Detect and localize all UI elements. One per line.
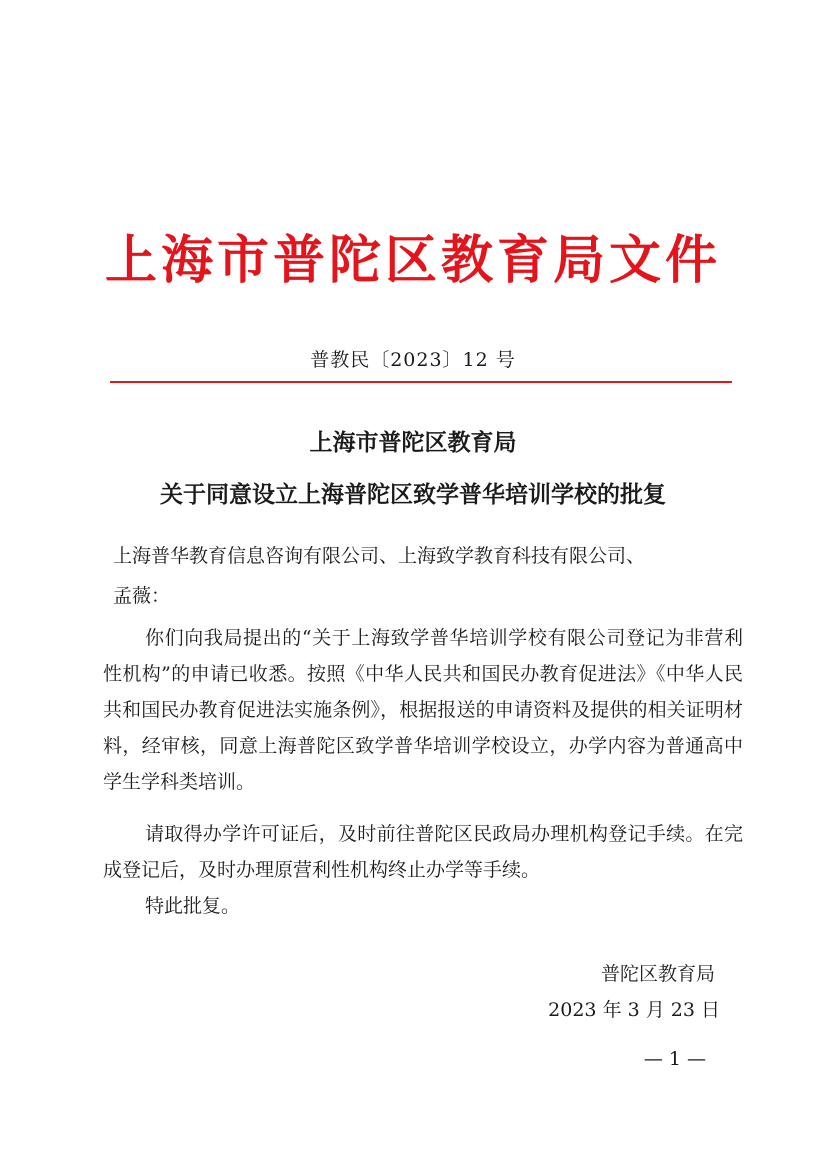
- body-paragraph-2: 请取得办学许可证后，及时前往普陀区民政局办理机构登记手续。在完成登记后，及时办理原营利性机构终止办学等手续。: [103, 823, 743, 881]
- page-number: — 1 —: [643, 1048, 706, 1070]
- document-title-line-2: 关于同意设立上海普陀区致学普华培训学校的批复: [160, 481, 666, 508]
- signature-date: 2023 年 3 月 23 日: [548, 999, 720, 1021]
- header-divider: [110, 381, 732, 383]
- document-header-title: 上海市普陀区教育局文件: [104, 230, 721, 291]
- body-paragraph-1: 你们向我局提出的“关于上海致学普华培训学校有限公司登记为非营利性机构”的申请已收悉。按照《中华人民共和国民办教育促进法》《中华人民共和国民办教育促进法实施条例》，根据报送的申请资料及提供的相关证明材料，经审核，同意上海普陀区致学普华培训学校设立，办学内容为普通高中学生学科类培训。: [103, 627, 743, 793]
- addressee-line-2: 孟薇：: [113, 585, 171, 607]
- document-number: 普教民〔2023〕12 号: [310, 349, 516, 371]
- signature-organization: 普陀区教育局: [600, 963, 715, 985]
- body-paragraph-3: 特此批复。: [145, 895, 241, 917]
- addressee: [113, 536, 743, 616]
- addressee-line-1: 上海普华教育信息咨询有限公司、上海致学教育科技有限公司、: [113, 545, 646, 567]
- document-title-line-1: 上海市普陀区教育局: [309, 429, 517, 456]
